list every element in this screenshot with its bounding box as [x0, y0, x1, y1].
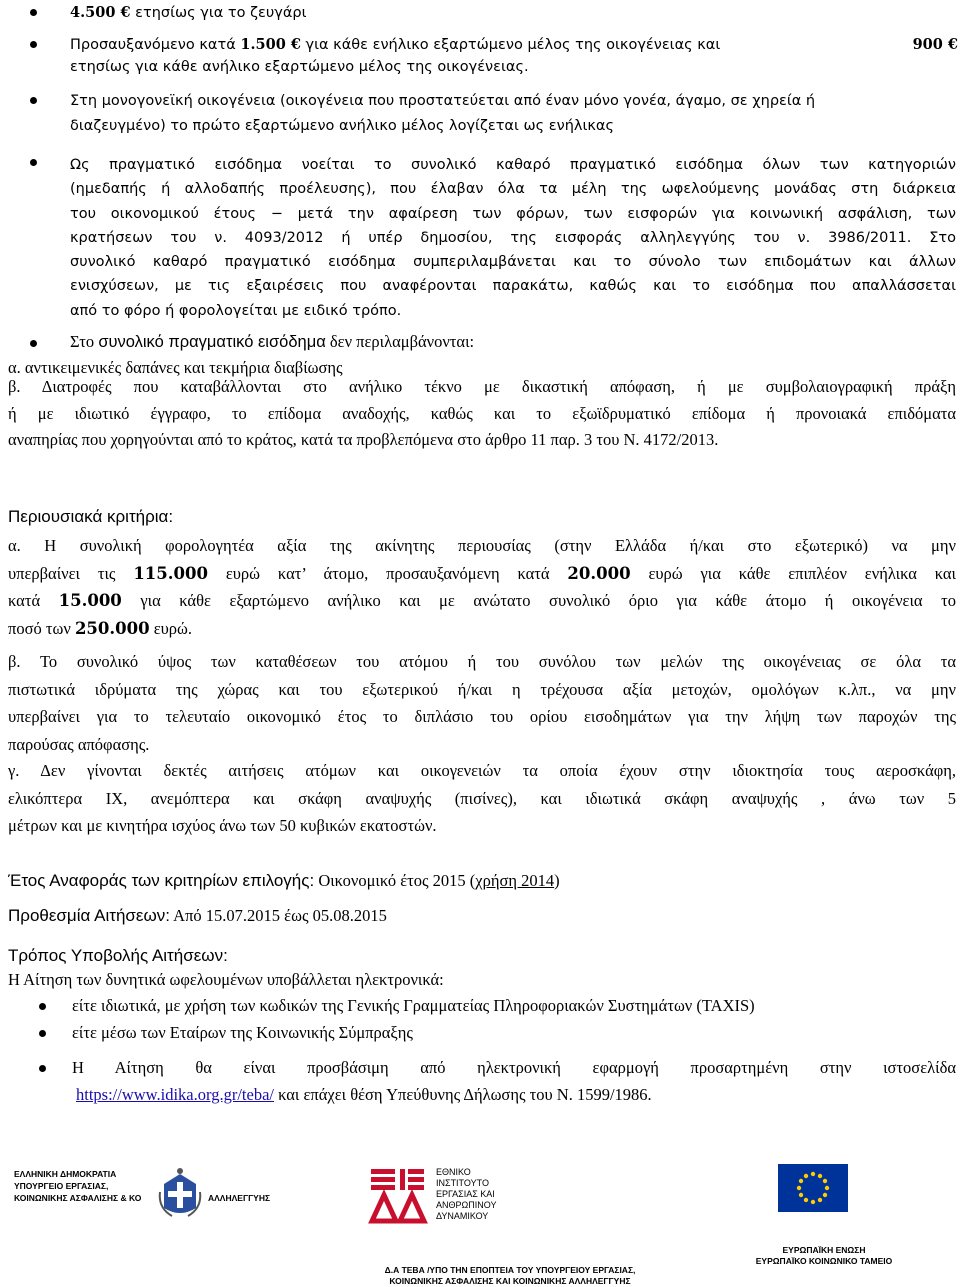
greek-emblem [158, 1164, 202, 1222]
exclusion-b: β. Διατροφές που καταβάλλονται στο ανήλικο τέκνο με δικαστική απόφαση, ή με συμβολαιογραφική πράξη ή με ιδιωτικό έγγραφο, το επίδομα αναδοχής, καθώς και το εξωϊδρυματικό επίδομα ή προνοιακά επιδόματα αναπηρίας που χορηγούνται από το κράτος, κατά τα προβλεπόμενα στο άρθρο 11 παρ. 3 του Ν. 4172/2013. [8, 377, 956, 449]
bullet-text: Προσαυξανόμενο κατά 1.500 € για κάθε ενήλικο εξαρτώμενο μέλος της οικογένειας και 900 € [70, 36, 958, 53]
exclusions-heading: Στο συνολικό πραγματικό εισόδημα δεν περιλαμβάνονται: [70, 332, 475, 351]
bullet [30, 9, 37, 16]
bullet-text: 4.500 € ετησίως για το ζευγάρι [70, 4, 307, 21]
reference-year: Έτος Αναφοράς των κριτηρίων επιλογής: Οικονομικό έτος 2015 (χρήση 2014) [8, 871, 560, 890]
eiead-logo-icon [368, 1165, 428, 1225]
ministry-label: ΕΛΛΗΝΙΚΗ ΔΗΜΟΚΡΑΤΙΑ ΥΠΟΥΡΓΕΙΟ ΕΡΓΑΣΙΑΣ, ΚΟΙΝΩΝΙΚΗΣ ΑΣΦΑΛΙΣΗΣ & ΚΟ [14, 1169, 142, 1203]
submission-item: είτε μέσω των Εταίρων της Κοινωνικής Σύμπραξης [72, 1023, 413, 1042]
assets-b: β. Το συνολικό ύψος των καταθέσεων του ατόμου ή του συνόλου των μελών της οικογένειας σε όλα τα πιστωτικά ιδρύματα της χώρας και του εξωτερικού ή/και η τρέχουσα αξία μετοχών, ομολόγων κ.λπ., να μην υπερβαίνει για το τελευταίο οικονομικό έτος το διπλάσιο του ορίου εισοδημάτων για την λήψη των παροχών της παρούσας απόφασης. [8, 652, 956, 754]
bullet [39, 1065, 46, 1072]
ministry-label-cont: ΑΛΛΗΛΕΓΓΥΗΣ [208, 1193, 271, 1203]
submission-intro: Η Αίτηση των δυνητικά ωφελουμένων υποβάλλεται ηλεκτρονικά: [8, 970, 444, 989]
bullet [39, 1003, 46, 1010]
submission-item: είτε ιδιωτικά, με χρήση των κωδικών της Γενικής Γραμματείας Πληροφοριακών Συστημάτων (TAXIS) [72, 996, 755, 1015]
deadline: Προθεσμία Αιτήσεων: Από 15.07.2015 έως 05.08.2015 [8, 906, 387, 925]
idika-link[interactable]: https://www.idika.org.gr/teba/ [76, 1085, 274, 1104]
eiead-logo [368, 1165, 428, 1225]
submission-heading: Τρόπος Υποβολής Αιτήσεων: [8, 946, 228, 965]
eu-flag [778, 1164, 848, 1220]
eu-flag-icon [778, 1164, 848, 1220]
income-definition: Ως πραγματικό εισόδημα νοείται το συνολικό καθαρό πραγματικό εισόδημα όλων των κατηγοριών (ημεδαπής ή αλλοδαπής προέλευσης), που έλαβαν όλα τα μέλη της ωφελούμενης μονάδας στη διάρκεια του οικονομικού έτους − μετά την αφαίρεση των φόρων, των εισφορών για κοινωνική ασφάλιση, των κρατήσεων του ν. 4093/2012 ή υπέρ δημοσίου, της εισφοράς αλληλεγγύης του ν. 3986/2011. Στο συνολικό καθαρό πραγματικό εισόδημα συμπεριλαμβάνεται και το σύνολο των επιδομάτων και άλλων ενισχύσεων, με τις εξαιρέσεις που αναφέρονται παρακάτω, καθώς και το εισόδημα που απαλλάσσεται από το φόρο ή φορολογείται με ειδικό τρόπο. [70, 157, 956, 319]
bullet [30, 97, 37, 104]
assets-heading: Περιουσιακά κριτήρια: [8, 507, 174, 526]
bullet [30, 159, 37, 166]
bullet [30, 41, 37, 48]
eiead-label: ΕΘΝΙΚΟ ΙΝΣΤΙΤΟΥΤΟ ΕΡΓΑΣΙΑΣ ΚΑΙ ΑΝΘΡΩΠΙΝΟΥ ΔΥΝΑΜΙΚΟΥ [436, 1167, 497, 1221]
bullet [39, 1030, 46, 1037]
footer-bottom: Δ.Α ΤΕΒΑ /ΥΠΟ ΤΗΝ ΕΠΟΠΤΕΙΑ ΤΟΥ ΥΠΟΥΡΓΕΙΟΥ ΕΡΓΑΣΙΑΣ, ΚΟΙΝΩΝΙΚΗΣ ΑΣΦΑΛΙΣΗΣ ΚΑΙ ΚΟΙΝΩΝΙΚΗΣ ΑΛΛΗΛΕΓΓΥΗΣ [384, 1265, 636, 1286]
bullet-text-cont: διαζευγμένο) το πρώτο εξαρτώμενο ανήλικο μέλος λογίζεται ως ενήλικας [70, 118, 614, 134]
greek-emblem-icon [158, 1164, 202, 1222]
assets-a: α. Η συνολική φορολογητέα αξία της ακίνητης περιουσίας (στην Ελλάδα ή/και στο εξωτερικό) να μην υπερβαίνει τις 115.000 ευρώ κατ’ άτομο, προσαυξανόμενη κατά 20.000 ευρώ για κάθε επιπλέον ενήλικα και κατά 15.000 για κάθε εξαρτώμενο ανήλικο και με ανώτατο συνολικό όριο για κάθε άτομο ή οικογένεια το ποσό των 250.000 ευρώ. [8, 536, 957, 638]
assets-c: γ. Δεν γίνονται δεκτές αιτήσεις ατόμων και οικογενειών τα οποία έχουν στην ιδιοκτησία τους αεροσκάφη, ελικόπτερα ΙΧ, ανεμόπτερα και σκάφη αναψυχής (πισίνες), και ιδιωτικά σκάφη αναψυχής , άνω των 5 μέτρων και με κινητήρα ισχύος άνω των 50 κυβικών εκατοστών. [8, 761, 956, 835]
application-text-cont: https://www.idika.org.gr/teba/ και επάχει θέση Υπεύθυνης Δήλωσης του Ν. 1599/1986. [76, 1085, 652, 1104]
bullet [30, 340, 37, 347]
exclusion-a: α. αντικειμενικές δαπάνες και τεκμήρια διαβίωσης [8, 358, 343, 377]
bullet-text-cont: ετησίως για κάθε ανήλικο εξαρτώμενο μέλος της οικογένειας. [70, 59, 529, 75]
application-text: Η Αίτηση θα είναι προσβάσιμη από ηλεκτρονική εφαρμογή προσαρτημένη στην ιστοσελίδα [72, 1058, 956, 1077]
eu-label: ΕΥΡΩΠΑΪΚΗ ΕΝΩΣΗ ΕΥΡΩΠΑΪΚΟ ΚΟΙΝΩΝΙΚΟ ΤΑΜΕΙΟ [755, 1245, 893, 1266]
bullet-text: Στη μονογονεϊκή οικογένεια (οικογένεια που προστατεύεται από έναν μόνο γονέα, άγαμο, σε χηρεία ή [70, 93, 816, 109]
